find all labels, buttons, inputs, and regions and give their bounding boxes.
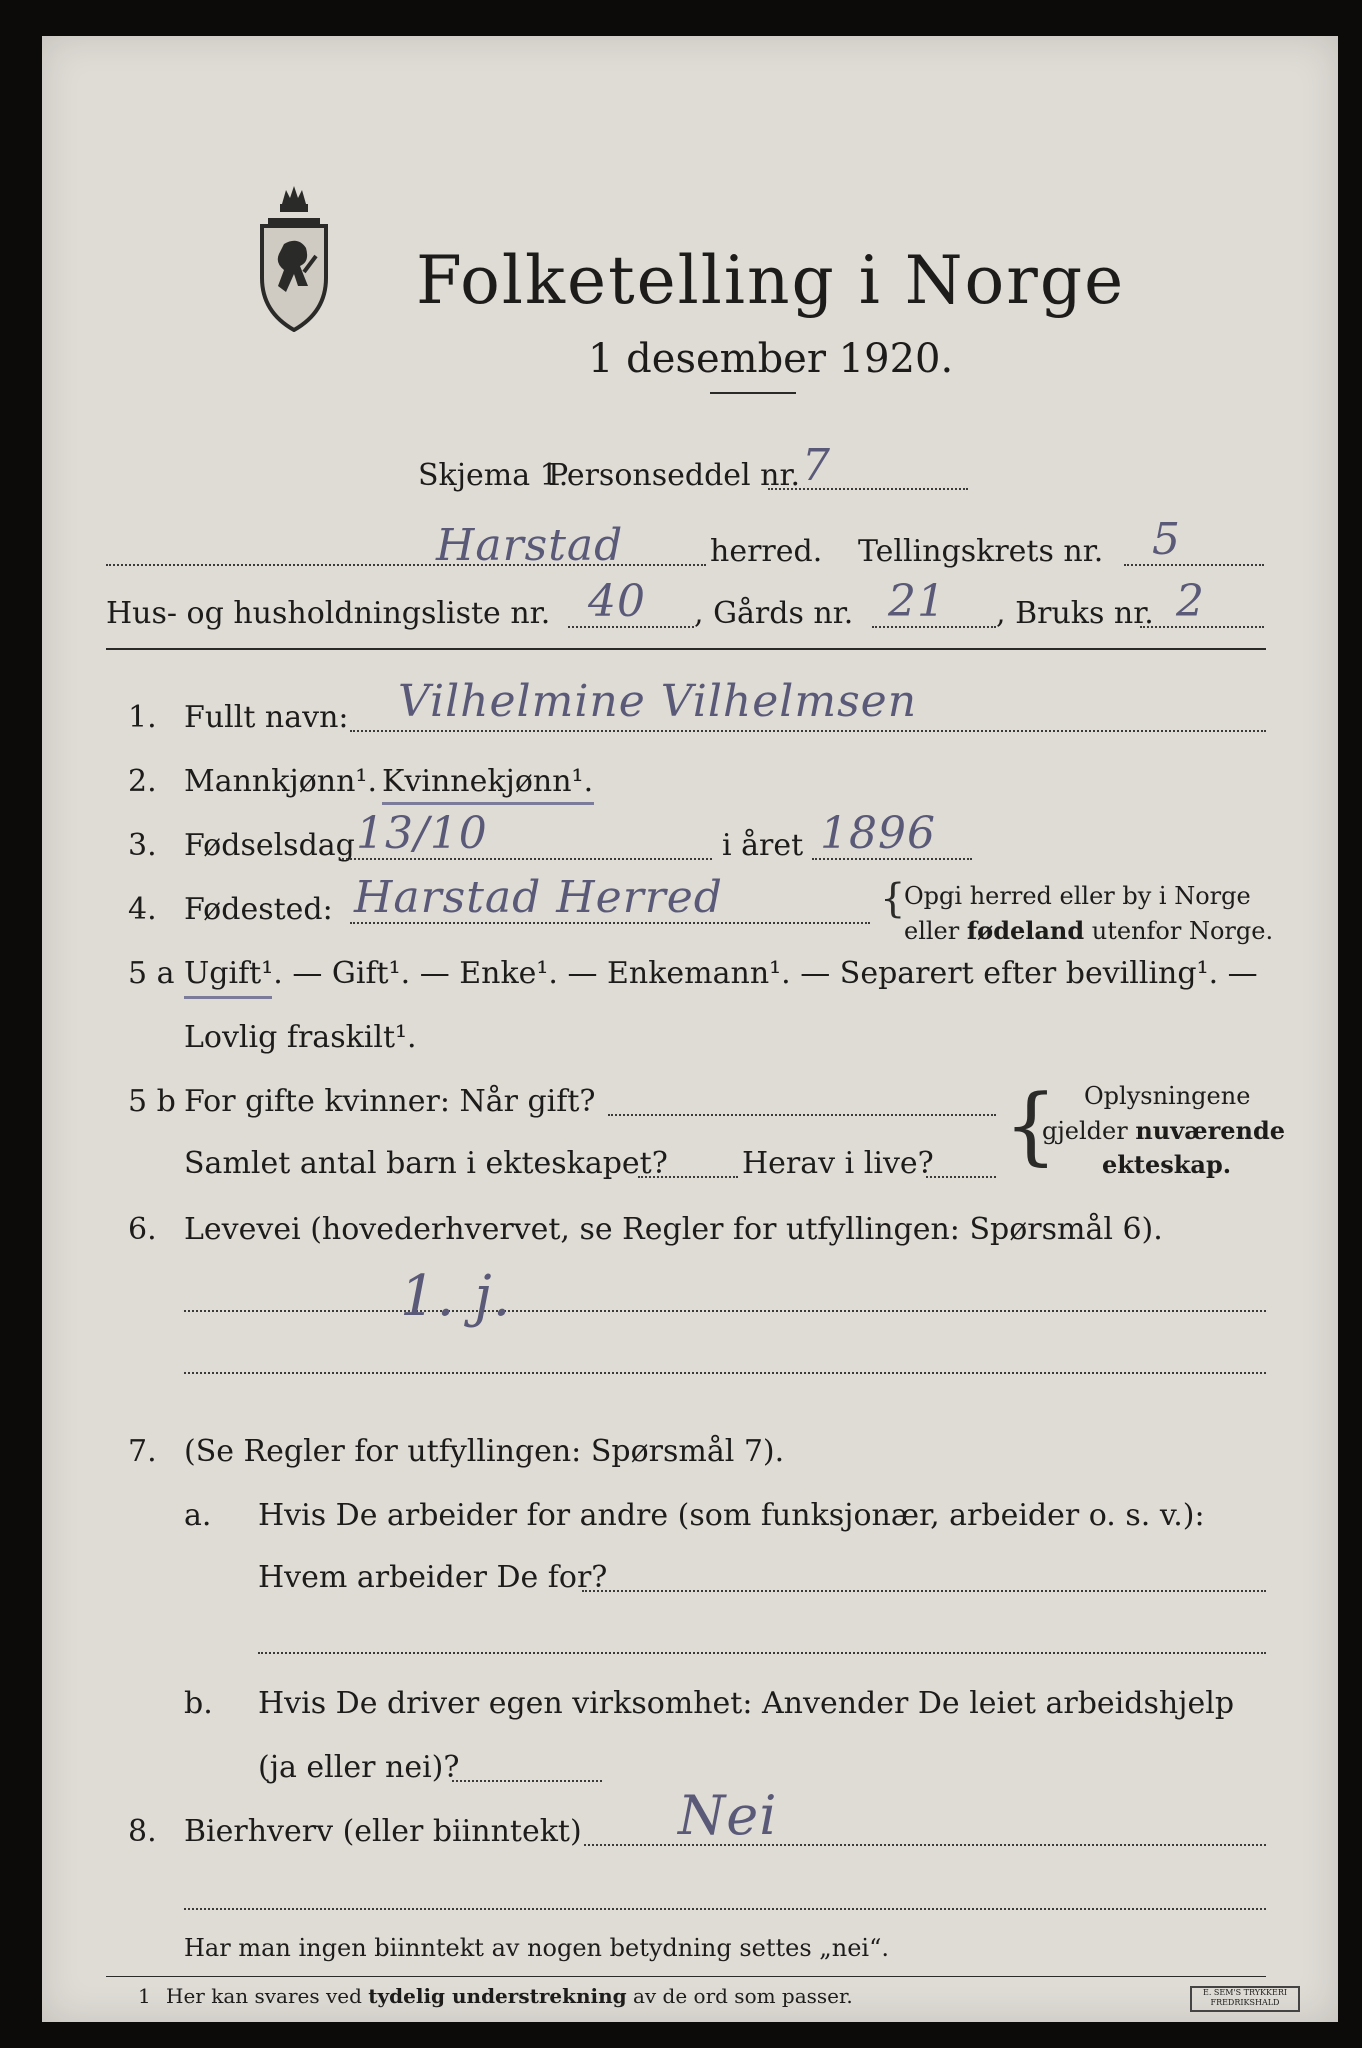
ugift-option[interactable]: Ugift [184, 956, 262, 991]
q5b-brace: { [1004, 1076, 1058, 1174]
no-income-note: Har man ingen biinntekt av nogen betydning settes „nei“. [184, 1934, 889, 1962]
q6-number: 6. [128, 1212, 157, 1247]
form-title: Folketelling i Norge [416, 242, 1126, 319]
q3-number: 3. [128, 828, 157, 863]
tellingskrets-field[interactable]: 5 [1152, 514, 1181, 565]
year-label: i året [722, 828, 804, 863]
ugift-underline [184, 996, 272, 999]
personseddel-field[interactable]: 7 [802, 440, 831, 491]
q5b-note-2: gjelder nuværende [1042, 1116, 1286, 1145]
q5b-note-3: ekteskap. [1102, 1150, 1232, 1179]
hired-help-field[interactable] [452, 1780, 602, 1782]
q4-number: 4. [128, 892, 157, 927]
q6-label: Levevei (hovederhvervet, se Regler for utfyllingen: Spørsmål 6). [184, 1212, 1163, 1247]
occupation-field[interactable]: 1. j. [400, 1264, 512, 1329]
male-option[interactable]: Mannkjønn¹. [184, 764, 377, 799]
header-divider [106, 648, 1266, 650]
q5b-number: 5 b [128, 1084, 176, 1119]
q4-brace: { [880, 876, 906, 922]
bruks-field[interactable]: 2 [1176, 576, 1205, 627]
q2-number: 2. [128, 764, 157, 799]
married-date-field[interactable] [608, 1114, 996, 1116]
q1-number: 1. [128, 700, 157, 735]
tellingskrets-label: Tellingskrets nr. [858, 534, 1104, 569]
gards-label: , Gårds nr. [694, 596, 854, 631]
footnote-number: 1 [138, 1984, 151, 2008]
employer-line-2[interactable] [258, 1652, 1266, 1654]
q5b-note-1: Oplysningene [1084, 1082, 1251, 1110]
gards-field[interactable]: 21 [888, 576, 946, 627]
personseddel-label: Personseddel nr. [548, 458, 801, 493]
q5b-label-1: For gifte kvinner: Når gift? [184, 1084, 596, 1119]
occupation-line-2[interactable] [184, 1372, 1266, 1374]
female-underline [382, 802, 594, 805]
husliste-field[interactable]: 40 [588, 576, 646, 627]
q5a-options-line [184, 956, 1258, 991]
q1-label: Fullt navn: [184, 700, 349, 735]
q3-label: Fødselsdag [184, 828, 355, 863]
q5a-number: 5 a [128, 956, 175, 991]
bruks-label: , Bruks nr. [996, 596, 1154, 631]
q7a-text: Hvis De arbeider for andre (som funksjonær, arbeider o. s. v.): [258, 1498, 1205, 1533]
norwegian-lion-shield-icon [254, 182, 334, 332]
birthplace-field[interactable]: Harstad Herred [354, 872, 723, 923]
side-income-field[interactable]: Nei [678, 1784, 778, 1847]
title-divider [710, 392, 796, 394]
herred-label: herred. [710, 534, 823, 569]
q7a-letter: a. [184, 1498, 212, 1533]
q7-number: 7. [128, 1434, 157, 1469]
lovlig-fraskilt-option[interactable]: Lovlig fraskilt¹. [184, 1020, 417, 1055]
q7a-text-2: Hvem arbeider De for? [258, 1560, 608, 1595]
q7b-text-2: (ja eller nei)? [258, 1750, 460, 1785]
q7-label: (Se Regler for utfyllingen: Spørsmål 7). [184, 1434, 785, 1469]
footer-divider [106, 1976, 1266, 1977]
children-alive-field[interactable] [926, 1176, 996, 1178]
q7b-letter: b. [184, 1686, 213, 1721]
q4-note-1: Opgi herred eller by i Norge [904, 882, 1251, 910]
q4-label: Fødested: [184, 892, 333, 927]
schema-label: Skjema 1. [418, 458, 569, 493]
footnote-text: Her kan svares ved tydelig understrekning av de ord som passer. [166, 1984, 853, 2008]
herred-field[interactable]: Harstad [436, 520, 624, 571]
q5b-label-3: Herav i live? [742, 1146, 934, 1181]
printer-stamp: E. SEM'S TRYKKERI FREDRIKSHALD [1190, 1986, 1300, 2012]
children-count-field[interactable] [638, 1176, 738, 1178]
census-form [42, 36, 1338, 2022]
birth-year-field[interactable]: 1896 [820, 808, 936, 859]
q8-label: Bierhverv (eller biinntekt) [184, 1814, 582, 1849]
employer-field[interactable] [582, 1590, 1266, 1592]
birthday-field[interactable]: 13/10 [356, 808, 488, 859]
female-option[interactable]: Kvinnekjønn¹. [382, 764, 594, 799]
husliste-label: Hus- og husholdningsliste nr. [106, 596, 551, 631]
q4-note-2: eller fødeland utenfor Norge. [904, 916, 1274, 945]
q5b-label-2: Samlet antal barn i ekteskapet? [184, 1146, 668, 1181]
q7b-text: Hvis De driver egen virksomhet: Anvender De leiet arbeidshjelp [258, 1686, 1235, 1721]
q8-number: 8. [128, 1814, 157, 1849]
side-income-line-2[interactable] [184, 1908, 1266, 1910]
form-date: 1 desember 1920. [588, 336, 954, 382]
q5a-other-options[interactable]: ¹. — Gift¹. — Enke¹. — Enkemann¹. — Separert efter bevilling¹. — [261, 956, 1258, 991]
full-name-field[interactable]: Vilhelmine Vilhelmsen [398, 676, 918, 727]
